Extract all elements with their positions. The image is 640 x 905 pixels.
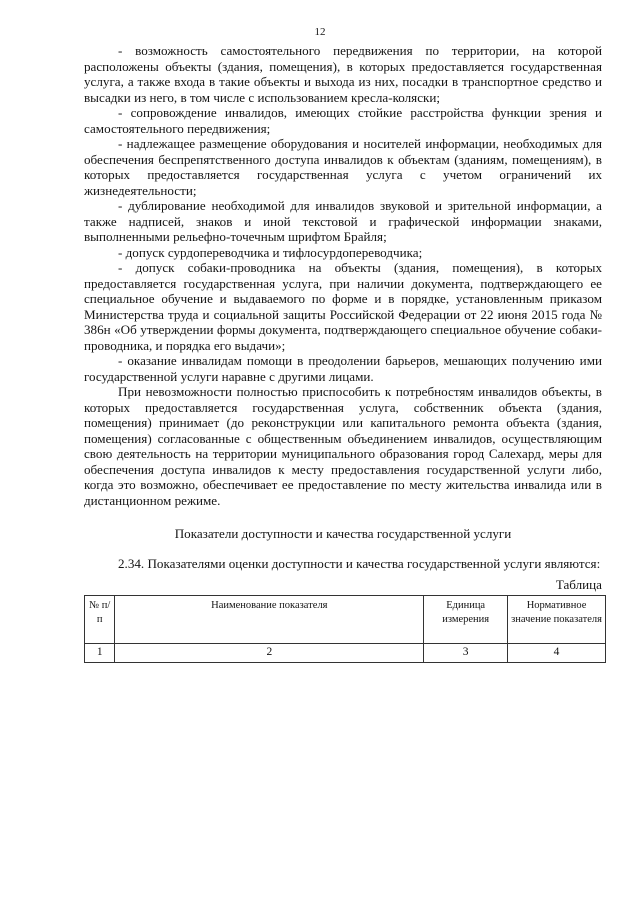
document-body (84, 43, 602, 663)
table-cell: 3 (424, 643, 508, 662)
table-cell: 2 (115, 643, 424, 662)
paragraph-escort: - сопровождение инвалидов, имеющих стойкие расстройства функции зрения и самостоятельного передвижения; (84, 105, 602, 136)
table-header-row (85, 595, 606, 643)
paragraph-information-duplication: - дублирование необходимой для инвалидов звуковой и зрительной информации, а также надписей, знаков и иной текстовой и графической информации знаками, выполненными рельефно-точечным шрифтом Брайля; (84, 198, 602, 244)
table-cell: 4 (508, 643, 606, 662)
header-indicator-name: Наименование показателя (115, 595, 424, 643)
table-row (85, 643, 606, 662)
paragraph-sign-interpreter: - допуск сурдопереводчика и тифлосурдопереводчика; (118, 244, 423, 260)
paragraph-adaptation-measures: При невозможности полностью приспособить к потребностям инвалидов объекты, в которых предоставляется государственная услуга, собственник объекта (здания, помещения) принимает (до реконструкции или капитального ремонта объекта (здания, помещения) согласованные с общественным объединением инвалидов, осуществляющим свою деятельность на территории муниципального образования город Салехард, меры для обеспечения доступа инвалидов к месту предоставления государственной услуги либо, когда это возможно, обеспечивает ее предоставление по месту жительства инвалида или в дистанционном режиме. (84, 384, 602, 508)
table-cell: 1 (85, 643, 115, 662)
paragraph-barrier-assistance: - оказание инвалидам помощи в преодолении барьеров, мешающих получению ими государственной услуги наравне с другими лицами. (84, 353, 602, 384)
header-unit: Единица измерения (424, 595, 508, 643)
paragraph-guide-dog: - допуск собаки-проводника на объекты (здания, помещения), в которых предоставляется государственная услуга, при наличии документа, подтверждающего ее специальное обучение и выдаваемого по форме и в порядке, установленным приказом Министерства труда и социальной защиты Российской Федерации от 22 июня 2015 года № 386н «Об утверждении формы документа, подтверждающего специальное обучение собаки-проводника, и порядка его выдачи»; (84, 260, 602, 353)
header-number: № п/п (85, 595, 115, 643)
indicators-table (84, 595, 606, 663)
section-heading: Показатели доступности и качества государственной услуги (174, 526, 512, 541)
paragraph-accessibility-movement: - возможность самостоятельного передвижения по территории, на которой расположены объекты (здания, помещения), в которых предоставляется государственная услуга, а также входа в такие объекты и выхода из них, посадки в транспортное средство и высадки из него, в том числе с использованием кресла-коляски; (84, 43, 602, 105)
paragraph-equipment-placement: - надлежащее размещение оборудования и носителей информации, необходимых для обеспечения беспрепятственного доступа инвалидов к объектам (зданиям, помещениям), в которых предоставляется государственная услуга с учетом ограничений их жизнедеятельности; (84, 136, 602, 198)
header-normative-value: Нормативное значение показателя (508, 595, 606, 643)
section-intro: 2.34. Показателями оценки доступности и качества государственной услуги являются: (118, 555, 601, 571)
page-number: 12 (314, 26, 326, 38)
table-caption: Таблица (555, 577, 602, 592)
